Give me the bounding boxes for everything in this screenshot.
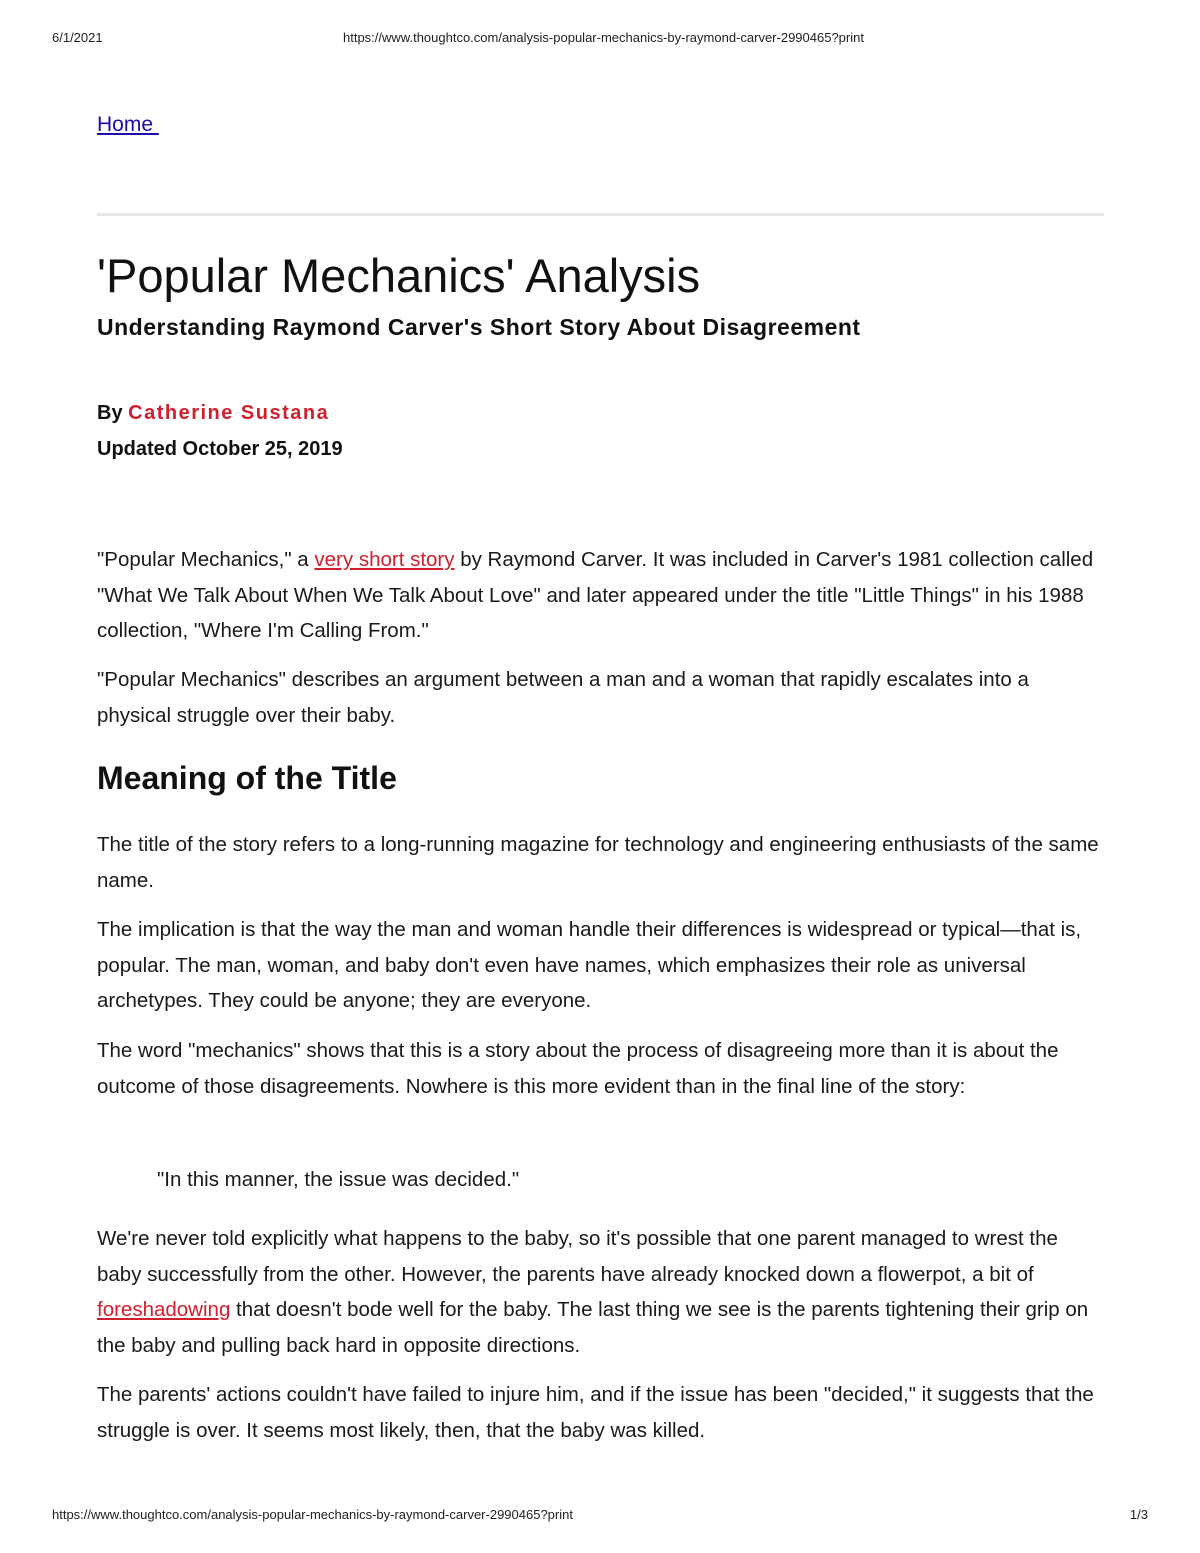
byline-prefix: By xyxy=(97,402,129,424)
paragraph-conclusion: The parents' actions couldn't have failed to injure him, and if the issue has been "decided," it suggests that the struggle is over. It seems most likely, then, that the baby was killed. xyxy=(97,1383,1094,1442)
print-footer-page-number: 1/3 xyxy=(1129,1507,1148,1522)
paragraph-baby-before: We're never told explicitly what happens to the baby, so it's possible that one parent managed to wrest the baby successfully from the other. However, the parents have already knocked down a flowerpot, a bit of xyxy=(97,1227,1058,1286)
byline xyxy=(97,402,329,425)
very-short-story-link[interactable]: very short story xyxy=(314,548,455,571)
print-footer-url: https://www.thoughtco.com/analysis-popular-mechanics-by-raymond-carver-2990465?print xyxy=(52,1507,573,1522)
paragraph-baby xyxy=(97,1221,1107,1363)
paragraph-intro-after: by Raymond Carver. It was included in Carver's 1981 collection called "What We Talk About When We Talk About Love" and later appeared under the title "Little Things" in his 1988 collection, "Where I'm Calling From." xyxy=(97,548,1094,642)
foreshadowing-link[interactable]: foreshadowing xyxy=(97,1298,231,1321)
paragraph-summary: "Popular Mechanics" describes an argument between a man and a woman that rapidly escalates into a physical struggle over their baby. xyxy=(97,668,1029,727)
article-subtitle: Understanding Raymond Carver's Short Story About Disagreement xyxy=(97,314,861,340)
updated-date: Updated October 25, 2019 xyxy=(97,438,343,460)
paragraph-baby-after: that doesn't bode well for the baby. The last thing we see is the parents tightening their grip on the baby and pulling back hard in opposite directions. xyxy=(97,1298,1089,1357)
block-quote: "In this manner, the issue was decided." xyxy=(157,1168,520,1191)
print-header-url: https://www.thoughtco.com/analysis-popular-mechanics-by-raymond-carver-2990465?print xyxy=(343,30,864,45)
paragraph-implication: The implication is that the way the man and woman handle their differences is widespread or typical—that is, popular. The man, woman, and baby don't even have names, which emphasizes their role as universal archetypes. They could be anyone; they are everyone. xyxy=(97,918,1082,1012)
paragraph-mechanics: The word "mechanics" shows that this is a story about the process of disagreeing more than it is about the outcome of those disagreements. Nowhere is this more evident than in the final line of the story: xyxy=(97,1039,1059,1098)
paragraph-title-ref: The title of the story refers to a long-running magazine for technology and engineering enthusiasts of the same name. xyxy=(97,833,1099,892)
article-title: 'Popular Mechanics' Analysis xyxy=(97,249,701,302)
home-link[interactable]: Home xyxy=(97,113,159,136)
header-divider xyxy=(97,213,1104,216)
section-heading: Meaning of the Title xyxy=(97,760,397,796)
paragraph-intro xyxy=(97,542,1107,649)
paragraph-intro-before: "Popular Mechanics," a xyxy=(97,548,315,571)
author-link[interactable]: Catherine Sustana xyxy=(128,402,330,424)
print-header-date: 6/1/2021 xyxy=(52,30,103,45)
